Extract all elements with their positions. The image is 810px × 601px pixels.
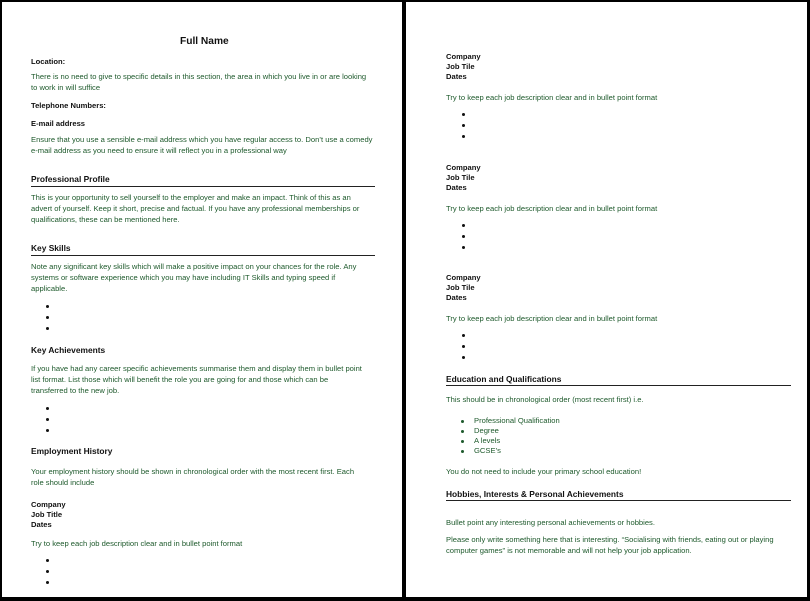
job-title-label: Job Tile bbox=[446, 173, 475, 182]
achievements-text-1: If you have had any career specific achievements summarise them and display them in bullet point bbox=[31, 364, 362, 373]
skills-rule bbox=[31, 255, 375, 256]
bullet bbox=[461, 440, 464, 443]
profile-text-2: advert of yourself. Keep it short, precise and factual. If you have any professional memberships or bbox=[31, 204, 360, 213]
job-title-label: Job Title bbox=[31, 510, 63, 519]
bullet bbox=[462, 124, 465, 127]
telephone-label: Telephone Numbers: bbox=[31, 101, 106, 110]
company-label: Company bbox=[31, 500, 66, 509]
left-page bbox=[2, 2, 402, 597]
bullet bbox=[462, 246, 465, 249]
education-note: You do not need to include your primary school education! bbox=[446, 467, 642, 476]
profile-heading: Professional Profile bbox=[31, 174, 110, 184]
qualification-item: GCSE’s bbox=[474, 446, 501, 455]
profile-rule bbox=[31, 186, 375, 187]
job-title-label: Job Tile bbox=[446, 283, 475, 292]
achievements-heading: Key Achievements bbox=[31, 345, 106, 355]
bullet bbox=[461, 430, 464, 433]
education-rule bbox=[446, 385, 791, 386]
hobbies-note-2: computer games” is not memorable and will not help your job application. bbox=[446, 546, 692, 555]
bullet bbox=[462, 345, 465, 348]
bullet bbox=[461, 420, 464, 423]
email-label: E-mail address bbox=[31, 119, 86, 128]
dates-label: Dates bbox=[31, 520, 52, 529]
hobbies-text: Bullet point any interesting personal achievements or hobbies. bbox=[446, 518, 655, 527]
bullet bbox=[46, 407, 49, 410]
skills-text-2: systems or software experience which you may have including IT Skills and typing speed if bbox=[31, 273, 336, 282]
email-text-1: Ensure that you use a sensible e-mail address which you have regular access to. Don’t use a comedy bbox=[31, 135, 373, 144]
hobbies-rule bbox=[446, 500, 791, 501]
hobbies-note-1: Please only write something here that is interesting. “Socialising with friends, eating out or playing bbox=[446, 535, 774, 544]
job-description: Try to keep each job description clear and in bullet point format bbox=[446, 93, 658, 102]
job-description: Try to keep each job description clear and in bullet point format bbox=[446, 314, 658, 323]
bullet bbox=[46, 327, 49, 330]
bullet bbox=[462, 356, 465, 359]
bullet bbox=[46, 305, 49, 308]
bullet bbox=[46, 418, 49, 421]
employment-text-1: Your employment history should be shown in chronological order with the most recent first. Each bbox=[31, 467, 355, 476]
skills-text-3: applicable. bbox=[31, 284, 68, 293]
bullet bbox=[462, 334, 465, 337]
bullet bbox=[46, 316, 49, 319]
education-heading: Education and Qualifications bbox=[446, 374, 562, 384]
location-text-1: There is no need to give to specific details in this section, the area in which you live in or are looking bbox=[31, 72, 367, 81]
dates-label: Dates bbox=[446, 183, 467, 192]
bullet bbox=[462, 113, 465, 116]
location-label: Location: bbox=[31, 57, 66, 66]
bullet bbox=[46, 570, 49, 573]
bullet bbox=[46, 581, 49, 584]
hobbies-heading: Hobbies, Interests & Personal Achievements bbox=[446, 489, 624, 499]
skills-text-1: Note any significant key skills which will make a positive impact on your chances for the role. Any bbox=[31, 262, 357, 271]
company-label: Company bbox=[446, 163, 481, 172]
dates-label: Dates bbox=[446, 72, 467, 81]
education-text: This should be in chronological order (most recent first) i.e. bbox=[446, 395, 644, 404]
job-title-label: Job Tile bbox=[446, 62, 475, 71]
achievements-text-3: transferred to the new job. bbox=[31, 386, 120, 395]
job-description: Try to keep each job description clear and in bullet point format bbox=[31, 539, 243, 548]
dates-label: Dates bbox=[446, 293, 467, 302]
job-description: Try to keep each job description clear and in bullet point format bbox=[446, 204, 658, 213]
company-label: Company bbox=[446, 52, 481, 61]
bullet bbox=[461, 450, 464, 453]
bullet bbox=[462, 224, 465, 227]
employment-heading: Employment History bbox=[31, 446, 113, 456]
employment-text-2: role should include bbox=[31, 478, 95, 487]
profile-text-1: This is your opportunity to sell yourself to the employer and make an impact. Think of this as an bbox=[31, 193, 351, 202]
qualification-item: Professional Qualification bbox=[474, 416, 560, 425]
location-text-2: to work in will suffice bbox=[31, 83, 101, 92]
right-page bbox=[406, 2, 807, 597]
bullet bbox=[46, 429, 49, 432]
qualification-item: A levels bbox=[474, 436, 501, 445]
skills-heading: Key Skills bbox=[31, 243, 71, 253]
achievements-text-2: list format. List those which will benefit the role you are going for and those which can be bbox=[31, 375, 329, 384]
bullet bbox=[462, 235, 465, 238]
email-text-2: e-mail address as you need to ensure it will reflect you in a professional way bbox=[31, 146, 287, 155]
full-name-title: Full Name bbox=[180, 36, 229, 47]
profile-text-3: qualifications, these can be mentioned here. bbox=[31, 215, 180, 224]
qualification-item: Degree bbox=[474, 426, 499, 435]
company-label: Company bbox=[446, 273, 481, 282]
bullet bbox=[462, 135, 465, 138]
bullet bbox=[46, 559, 49, 562]
